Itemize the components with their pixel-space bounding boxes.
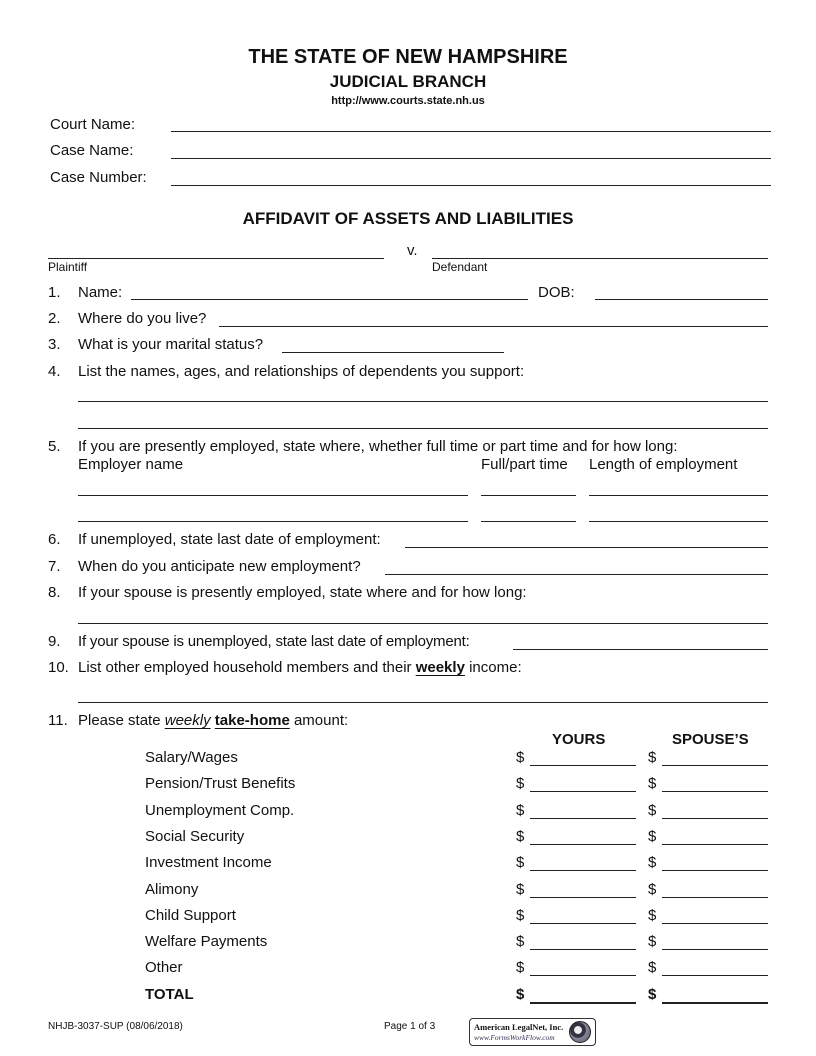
dollar-sign-spouse: $ [648, 775, 657, 792]
dollar-sign-yours: $ [516, 749, 525, 766]
dollar-sign-spouse: $ [648, 828, 657, 845]
income-field-row-1-yours[interactable] [530, 791, 636, 792]
marital-status-field[interactable] [282, 352, 504, 353]
income-field-row-6-yours[interactable] [530, 923, 636, 924]
income-label-total: TOTAL [145, 986, 194, 1003]
fullpart-time-field-2[interactable] [481, 521, 576, 522]
income-field-total-spouse[interactable] [662, 1002, 768, 1004]
dollar-sign-yours: $ [516, 986, 525, 1003]
dollar-sign-yours: $ [516, 775, 525, 792]
dollar-sign-spouse: $ [648, 881, 657, 898]
income-label-row-0: Salary/Wages [145, 749, 238, 766]
q7-number: 7. [48, 558, 61, 575]
q10-text-after: income: [469, 659, 522, 676]
employer-name-header: Employer name [78, 456, 184, 473]
income-field-row-0-yours[interactable] [530, 765, 636, 766]
q1-dob-label: DOB: [538, 284, 575, 301]
income-label-row-4: Investment Income [145, 854, 272, 871]
income-field-row-6-spouse[interactable] [662, 923, 768, 924]
q6-number: 6. [48, 531, 61, 548]
income-field-row-1-spouse[interactable] [662, 791, 768, 792]
q4-number: 4. [48, 363, 61, 380]
dollar-sign-yours: $ [516, 854, 525, 871]
income-label-row-2: Unemployment Comp. [145, 802, 295, 819]
spouse-employment-field[interactable] [78, 623, 768, 624]
income-field-row-5-yours[interactable] [530, 897, 636, 898]
q11-number: 11. [48, 712, 68, 729]
dollar-sign-spouse: $ [648, 802, 657, 819]
q1-name-label: Name: [78, 284, 123, 301]
income-field-row-4-yours[interactable] [530, 870, 636, 871]
q9-label: If your spouse is unemployed, state last date of employment: [78, 633, 470, 650]
fullpart-time-header: Full/part time [481, 456, 568, 473]
last-employment-date-field[interactable] [405, 547, 768, 548]
plaintiff-label: Plaintiff [48, 260, 88, 274]
length-employment-field-1[interactable] [589, 495, 768, 496]
q10-text-before: List other employed household members and their [78, 659, 412, 676]
q6-label: If unemployed, state last date of employment: [78, 531, 381, 548]
q11-text-after: amount: [293, 712, 349, 729]
q11-text-before: Please state [78, 712, 161, 729]
dollar-sign-spouse: $ [648, 854, 657, 871]
q3-number: 3. [48, 336, 61, 353]
q9-number: 9. [48, 633, 61, 650]
q10-label [78, 659, 522, 676]
income-label-row-7: Welfare Payments [145, 933, 268, 950]
q11-takehome-emphasis: take-home [214, 712, 290, 729]
legalnet-logo [469, 1018, 596, 1046]
dollar-sign-yours: $ [516, 881, 525, 898]
q10-weekly-emphasis: weekly [415, 659, 465, 676]
income-field-row-2-yours[interactable] [530, 818, 636, 819]
employer-name-field-1[interactable] [78, 495, 468, 496]
income-field-row-7-spouse[interactable] [662, 949, 768, 950]
dollar-sign-yours: $ [516, 959, 525, 976]
dollar-sign-spouse: $ [648, 986, 657, 1003]
logo-website: www.FormsWorkFlow.com [474, 1033, 555, 1042]
income-field-row-5-spouse[interactable] [662, 897, 768, 898]
case-number-label: Case Number: [50, 169, 147, 186]
spouse-last-employment-field[interactable] [513, 649, 768, 650]
dollar-sign-spouse: $ [648, 933, 657, 950]
income-label-row-5: Alimony [145, 881, 199, 898]
logo-emblem-icon [569, 1021, 591, 1043]
case-name-label: Case Name: [50, 142, 134, 159]
dollar-sign-spouse: $ [648, 749, 657, 766]
q2-number: 2. [48, 310, 61, 327]
income-field-row-2-spouse[interactable] [662, 818, 768, 819]
dollar-sign-yours: $ [516, 828, 525, 845]
household-members-field[interactable] [78, 702, 768, 703]
q10-number: 10. [48, 659, 69, 676]
q5-number: 5. [48, 438, 61, 455]
spouses-column-header: SPOUSE’S [672, 731, 749, 748]
income-field-row-8-yours[interactable] [530, 975, 636, 976]
defendant-label: Defendant [432, 260, 488, 274]
form-id: NHJB-3037-SUP (08/06/2018) [48, 1021, 183, 1032]
form-title: AFFIDAVIT OF ASSETS AND LIABILITIES [242, 209, 574, 228]
state-title: THE STATE OF NEW HAMPSHIRE [248, 46, 568, 68]
dollar-sign-yours: $ [516, 907, 525, 924]
q2-label: Where do you live? [78, 310, 207, 327]
q1-number: 1. [48, 284, 61, 301]
q11-label [78, 712, 348, 729]
q11-weekly-emphasis: weekly [164, 712, 211, 729]
logo-company: American LegalNet, Inc. [474, 1022, 564, 1032]
new-employment-field[interactable] [385, 574, 768, 575]
dob-field[interactable] [595, 299, 768, 300]
length-employment-field-2[interactable] [589, 521, 768, 522]
court-url: http://www.courts.state.nh.us [331, 95, 485, 107]
q8-number: 8. [48, 584, 61, 601]
dollar-sign-yours: $ [516, 802, 525, 819]
versus-label: v. [407, 242, 418, 259]
residence-field[interactable] [219, 326, 768, 327]
income-label-row-1: Pension/Trust Benefits [145, 775, 296, 792]
income-label-row-8: Other [145, 959, 183, 976]
dependents-field-1[interactable] [78, 401, 768, 402]
income-field-row-3-yours[interactable] [530, 844, 636, 845]
defendant-field[interactable] [432, 258, 768, 259]
income-label-row-3: Social Security [145, 828, 245, 845]
branch-title: JUDICIAL BRANCH [329, 72, 487, 91]
income-field-row-8-spouse[interactable] [662, 975, 768, 976]
employer-name-field-2[interactable] [78, 521, 468, 522]
plaintiff-field[interactable] [48, 258, 384, 259]
income-field-row-3-spouse[interactable] [662, 844, 768, 845]
income-label-row-6: Child Support [145, 907, 236, 924]
q8-label: If your spouse is presently employed, state where and for how long: [78, 584, 527, 601]
court-name-field[interactable] [171, 131, 771, 132]
dependents-field-2[interactable] [78, 428, 768, 429]
page-number: Page 1 of 3 [384, 1021, 436, 1032]
income-field-row-0-spouse[interactable] [662, 765, 768, 766]
case-number-field[interactable] [171, 185, 771, 186]
length-employment-header: Length of employment [589, 456, 738, 473]
q4-label: List the names, ages, and relationships of dependents you support: [78, 363, 525, 380]
dollar-sign-spouse: $ [648, 907, 657, 924]
yours-column-header: YOURS [552, 731, 606, 748]
name-field[interactable] [131, 299, 528, 300]
court-name-label: Court Name: [50, 116, 136, 133]
q5-label: If you are presently employed, state where, whether full time or part time and for how long: [78, 438, 678, 455]
income-field-row-4-spouse[interactable] [662, 870, 768, 871]
fullpart-time-field-1[interactable] [481, 495, 576, 496]
income-field-total-yours[interactable] [530, 1002, 636, 1004]
q7-label: When do you anticipate new employment? [78, 558, 361, 575]
case-name-field[interactable] [171, 158, 771, 159]
q3-label: What is your marital status? [78, 336, 264, 353]
dollar-sign-spouse: $ [648, 959, 657, 976]
income-field-row-7-yours[interactable] [530, 949, 636, 950]
dollar-sign-yours: $ [516, 933, 525, 950]
